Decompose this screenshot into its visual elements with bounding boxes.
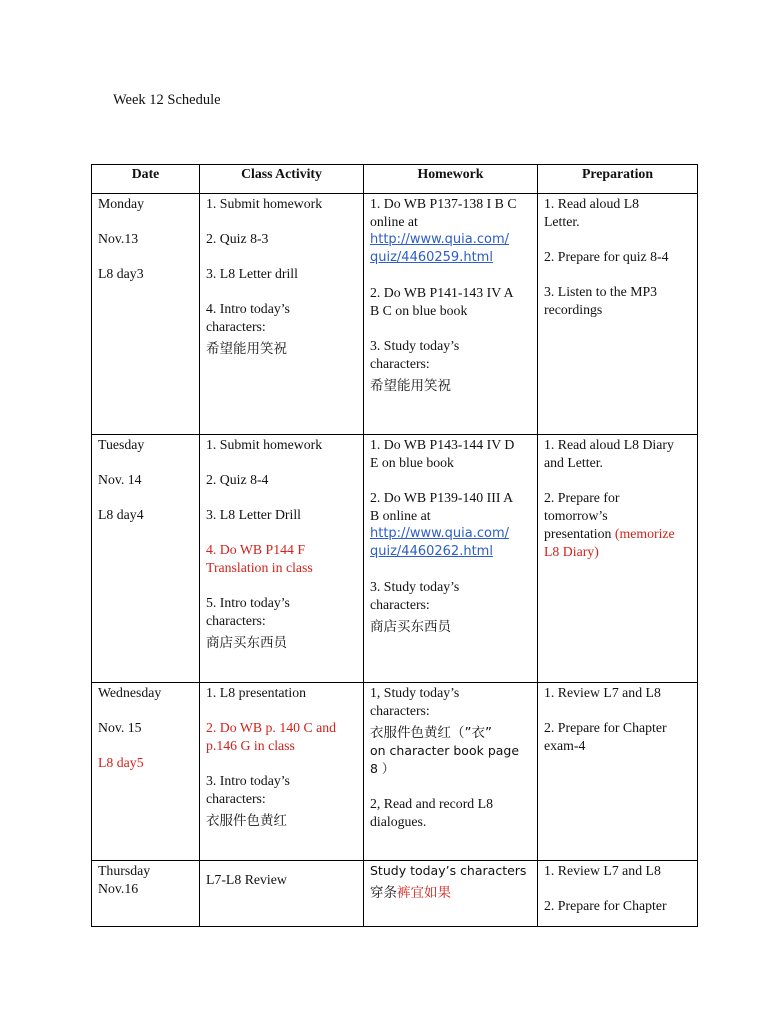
activity-item: 3. Intro today’s xyxy=(206,773,290,788)
table-row xyxy=(92,194,698,435)
prep-item: 2. Prepare for Chapter xyxy=(544,720,667,735)
prep-highlight: L8 Diary) xyxy=(544,544,599,559)
homework-item: 2, Read and record L8 xyxy=(370,796,493,811)
homework-item: 1. Do WB P143-144 IV D xyxy=(370,437,515,452)
activity-item: 4. Intro today’s xyxy=(206,301,290,316)
prep-item: 2. Prepare for Chapter xyxy=(544,898,667,913)
prep-item: exam-4 xyxy=(544,738,586,753)
homework-item: 1. Do WB P137-138 I B C xyxy=(370,196,517,211)
activity-cell xyxy=(200,194,364,435)
lesson-day: L8 day5 xyxy=(98,755,144,770)
prep-item: recordings xyxy=(544,302,603,317)
homework-cell xyxy=(364,861,538,927)
chinese-characters-plain: 穿条 xyxy=(370,885,397,901)
chinese-characters: 商店买东西员 xyxy=(370,619,451,635)
chinese-characters: 希望能用笑祝 xyxy=(370,378,451,394)
activity-cell xyxy=(200,435,364,683)
prep-item: 1. Review L7 and L8 xyxy=(544,685,661,700)
quiz-link[interactable]: quiz/4460259.html xyxy=(370,250,493,265)
homework-item: 2. Do WB P139-140 III A xyxy=(370,490,514,505)
date-cell xyxy=(92,194,200,435)
prep-item: 1. Read aloud L8 xyxy=(544,196,640,211)
homework-item: characters: xyxy=(370,597,430,612)
activity-item: 1. Submit homework xyxy=(206,437,323,452)
date-cell xyxy=(92,683,200,861)
activity-item: 2. Quiz 8-3 xyxy=(206,231,269,246)
day-name: Wednesday xyxy=(98,685,162,700)
date-value: Nov.16 xyxy=(98,881,139,896)
homework-cell xyxy=(364,194,538,435)
activity-item: 3. L8 Letter drill xyxy=(206,266,298,281)
chinese-characters: 希望能用笑祝 xyxy=(206,341,287,357)
activity-item-highlight: p.146 G in class xyxy=(206,738,295,753)
prep-cell xyxy=(538,435,698,683)
date-value: Nov. 14 xyxy=(98,472,142,487)
page-title: Week 12 Schedule xyxy=(113,92,221,108)
header-homework: Homework xyxy=(364,165,538,194)
prep-text: presentation xyxy=(544,526,612,541)
activity-item: 1. Submit homework xyxy=(206,196,323,211)
chinese-characters: 衣服件色黄红 xyxy=(206,813,287,829)
header-preparation: Preparation xyxy=(538,165,698,194)
activity-item: characters: xyxy=(206,791,266,806)
quiz-link[interactable]: http://www.quia.com/ xyxy=(370,232,510,247)
header-class-activity: Class Activity xyxy=(200,165,364,194)
prep-cell xyxy=(538,683,698,861)
activity-cell xyxy=(200,683,364,861)
homework-item: Study today’s characters xyxy=(370,863,527,878)
homework-item: E on blue book xyxy=(370,455,454,470)
prep-cell xyxy=(538,861,698,927)
prep-item: 3. Listen to the MP3 xyxy=(544,284,658,299)
activity-item: 1. L8 presentation xyxy=(206,685,307,700)
homework-cell xyxy=(364,435,538,683)
quiz-link[interactable]: quiz/4460262.html xyxy=(370,544,493,559)
homework-item: 1, Study today’s xyxy=(370,685,460,700)
date-cell xyxy=(92,861,200,927)
activity-item: characters: xyxy=(206,613,266,628)
prep-item xyxy=(544,525,691,543)
prep-item: and Letter. xyxy=(544,455,603,470)
day-name: Tuesday xyxy=(98,437,145,452)
table-header-row xyxy=(92,165,698,194)
prep-item: 2. Prepare for quiz 8-4 xyxy=(544,249,669,264)
chinese-characters: 商店买东西员 xyxy=(206,635,287,651)
activity-item-highlight: Translation in class xyxy=(206,560,313,575)
quiz-link[interactable]: http://www.quia.com/ xyxy=(370,526,510,541)
prep-item: 1. Read aloud L8 Diary xyxy=(544,437,674,452)
homework-item: B C on blue book xyxy=(370,303,468,318)
prep-item: Letter. xyxy=(544,214,580,229)
homework-cell xyxy=(364,683,538,861)
homework-item: 3. Study today’s xyxy=(370,579,460,594)
activity-item: characters: xyxy=(206,319,266,334)
prep-item: tomorrow’s xyxy=(544,508,608,523)
lesson-day: L8 day4 xyxy=(98,507,144,522)
table-row xyxy=(92,861,698,927)
homework-item: dialogues. xyxy=(370,814,427,829)
homework-item: B online at xyxy=(370,508,431,523)
prep-cell xyxy=(538,194,698,435)
schedule-table xyxy=(91,164,698,927)
activity-item: 5. Intro today’s xyxy=(206,595,290,610)
activity-cell xyxy=(200,861,364,927)
chinese-characters-highlight: 裤宜如果 xyxy=(397,885,451,901)
homework-item: 3. Study today’s xyxy=(370,338,460,353)
prep-item: 2. Prepare for xyxy=(544,490,620,505)
day-name: Monday xyxy=(98,196,144,211)
homework-item: online at xyxy=(370,214,418,229)
activity-item-highlight: 4. Do WB P144 F xyxy=(206,542,306,557)
homework-item: 2. Do WB P141-143 IV A xyxy=(370,285,514,300)
activity-item-highlight: 2. Do WB p. 140 C and xyxy=(206,720,337,735)
chinese-characters xyxy=(370,884,531,902)
prep-item: 1. Review L7 and L8 xyxy=(544,863,661,878)
date-cell xyxy=(92,435,200,683)
table-row xyxy=(92,683,698,861)
activity-item: 2. Quiz 8-4 xyxy=(206,472,269,487)
chinese-characters: 衣服件色黄红（”衣” xyxy=(370,725,492,741)
homework-item: 8 ） xyxy=(370,761,395,776)
activity-item: 3. L8 Letter Drill xyxy=(206,507,302,522)
homework-item: characters: xyxy=(370,703,430,718)
date-value: Nov.13 xyxy=(98,231,139,246)
table-row xyxy=(92,435,698,683)
date-value: Nov. 15 xyxy=(98,720,142,735)
header-date: Date xyxy=(92,165,200,194)
prep-highlight: (memorize xyxy=(614,526,675,541)
day-name: Thursday xyxy=(98,863,151,878)
lesson-day: L8 day3 xyxy=(98,266,144,281)
homework-item: characters: xyxy=(370,356,430,371)
activity-item: L7-L8 Review xyxy=(206,872,287,887)
homework-item: on character book page xyxy=(370,743,520,758)
